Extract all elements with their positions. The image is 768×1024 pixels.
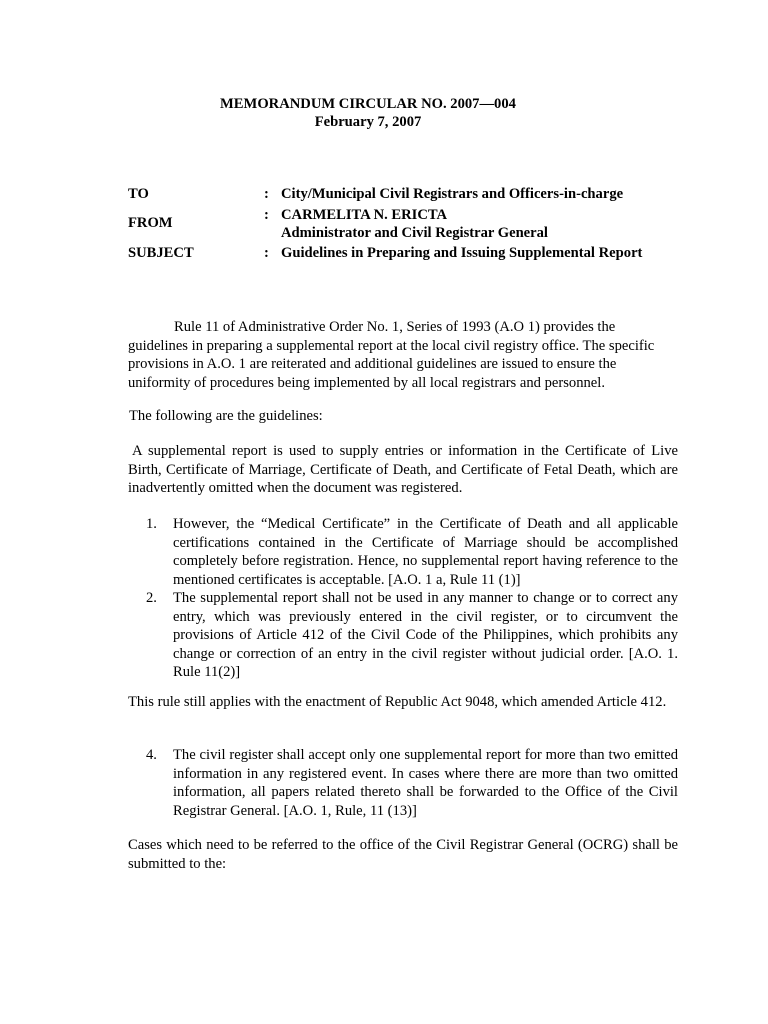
cases-paragraph: Cases which need to be referred to the office of the Civil Registrar General (OCRG) shall be submitted to the: xyxy=(128,837,678,872)
from-name: CARMELITA N. ERICTA xyxy=(281,207,448,223)
list-item xyxy=(146,589,678,682)
to-colon: : xyxy=(264,186,269,202)
supplemental-definition-paragraph: A supplemental report is used to supply entries or information in the Certificate of Live Birth, Certificate of Marriage, Certificate of Death, and Certificate of Fetal Death, which are inadvertently omitted when the document was registered. xyxy=(128,443,678,496)
list-item-text: The supplemental report shall not be used in any manner to change or to correct any entry, which was previously entered in the civil register, or to circumvent the provisions of Article 412 of the Civil Code of the Philippines, which prohibits any change or correction of an entry in the civil register without judicial order. [A.O. 1. Rule 11(2)] xyxy=(173,590,678,680)
memo-number: MEMORANDUM CIRCULAR NO. 2007—004 xyxy=(220,96,516,112)
subject-colon: : xyxy=(264,245,269,261)
memo-date: February 7, 2007 xyxy=(314,114,422,130)
list-item-number: 4. xyxy=(146,747,157,763)
list-item-text: The civil register shall accept only one supplemental report for more than two emitted information in any registered event. In cases where there are more than two omitted information, all papers related thereto shall be forwarded to the Office of the Civil Registrar General. [A.O. 1, Rule, 11 (13)] xyxy=(173,747,678,819)
guidelines-list-1 xyxy=(146,515,678,682)
subject-label: SUBJECT xyxy=(128,245,194,261)
following-guidelines-text: The following are the guidelines: xyxy=(129,408,323,424)
rule-applies-paragraph: This rule still applies with the enactment of Republic Act 9048, which amended Article 412. xyxy=(128,694,667,710)
from-colon: : xyxy=(264,207,269,223)
to-value: City/Municipal Civil Registrars and Officers-in-charge xyxy=(281,186,624,202)
list-item xyxy=(146,746,678,820)
list-item-number: 2. xyxy=(146,590,157,606)
list-item-number: 1. xyxy=(146,516,157,532)
subject-value: Guidelines in Preparing and Issuing Supplemental Report xyxy=(281,245,643,261)
from-label: FROM xyxy=(128,215,173,231)
from-title: Administrator and Civil Registrar General xyxy=(281,225,548,241)
intro-paragraph: Rule 11 of Administrative Order No. 1, Series of 1993 (A.O 1) provides the guidelines in preparing a supplemental report at the local civil registry office. The specific provisions in A.O. 1 are reiterated and additional guidelines are issued to ensure the uniformity of procedures being implemented by all local registrars and personnel. xyxy=(128,319,655,391)
guidelines-list-2 xyxy=(146,746,678,820)
list-item-text: However, the “Medical Certificate” in the Certificate of Death and all applicable certifications contained in the Certificate of Marriage should be accomplished completely before registration. Hence, no supplemental report having reference to the mentioned certificates is acceptable. [A.O. 1 a, Rule 11 (1)] xyxy=(173,516,678,588)
to-label: TO xyxy=(128,186,149,202)
list-item xyxy=(146,515,678,589)
